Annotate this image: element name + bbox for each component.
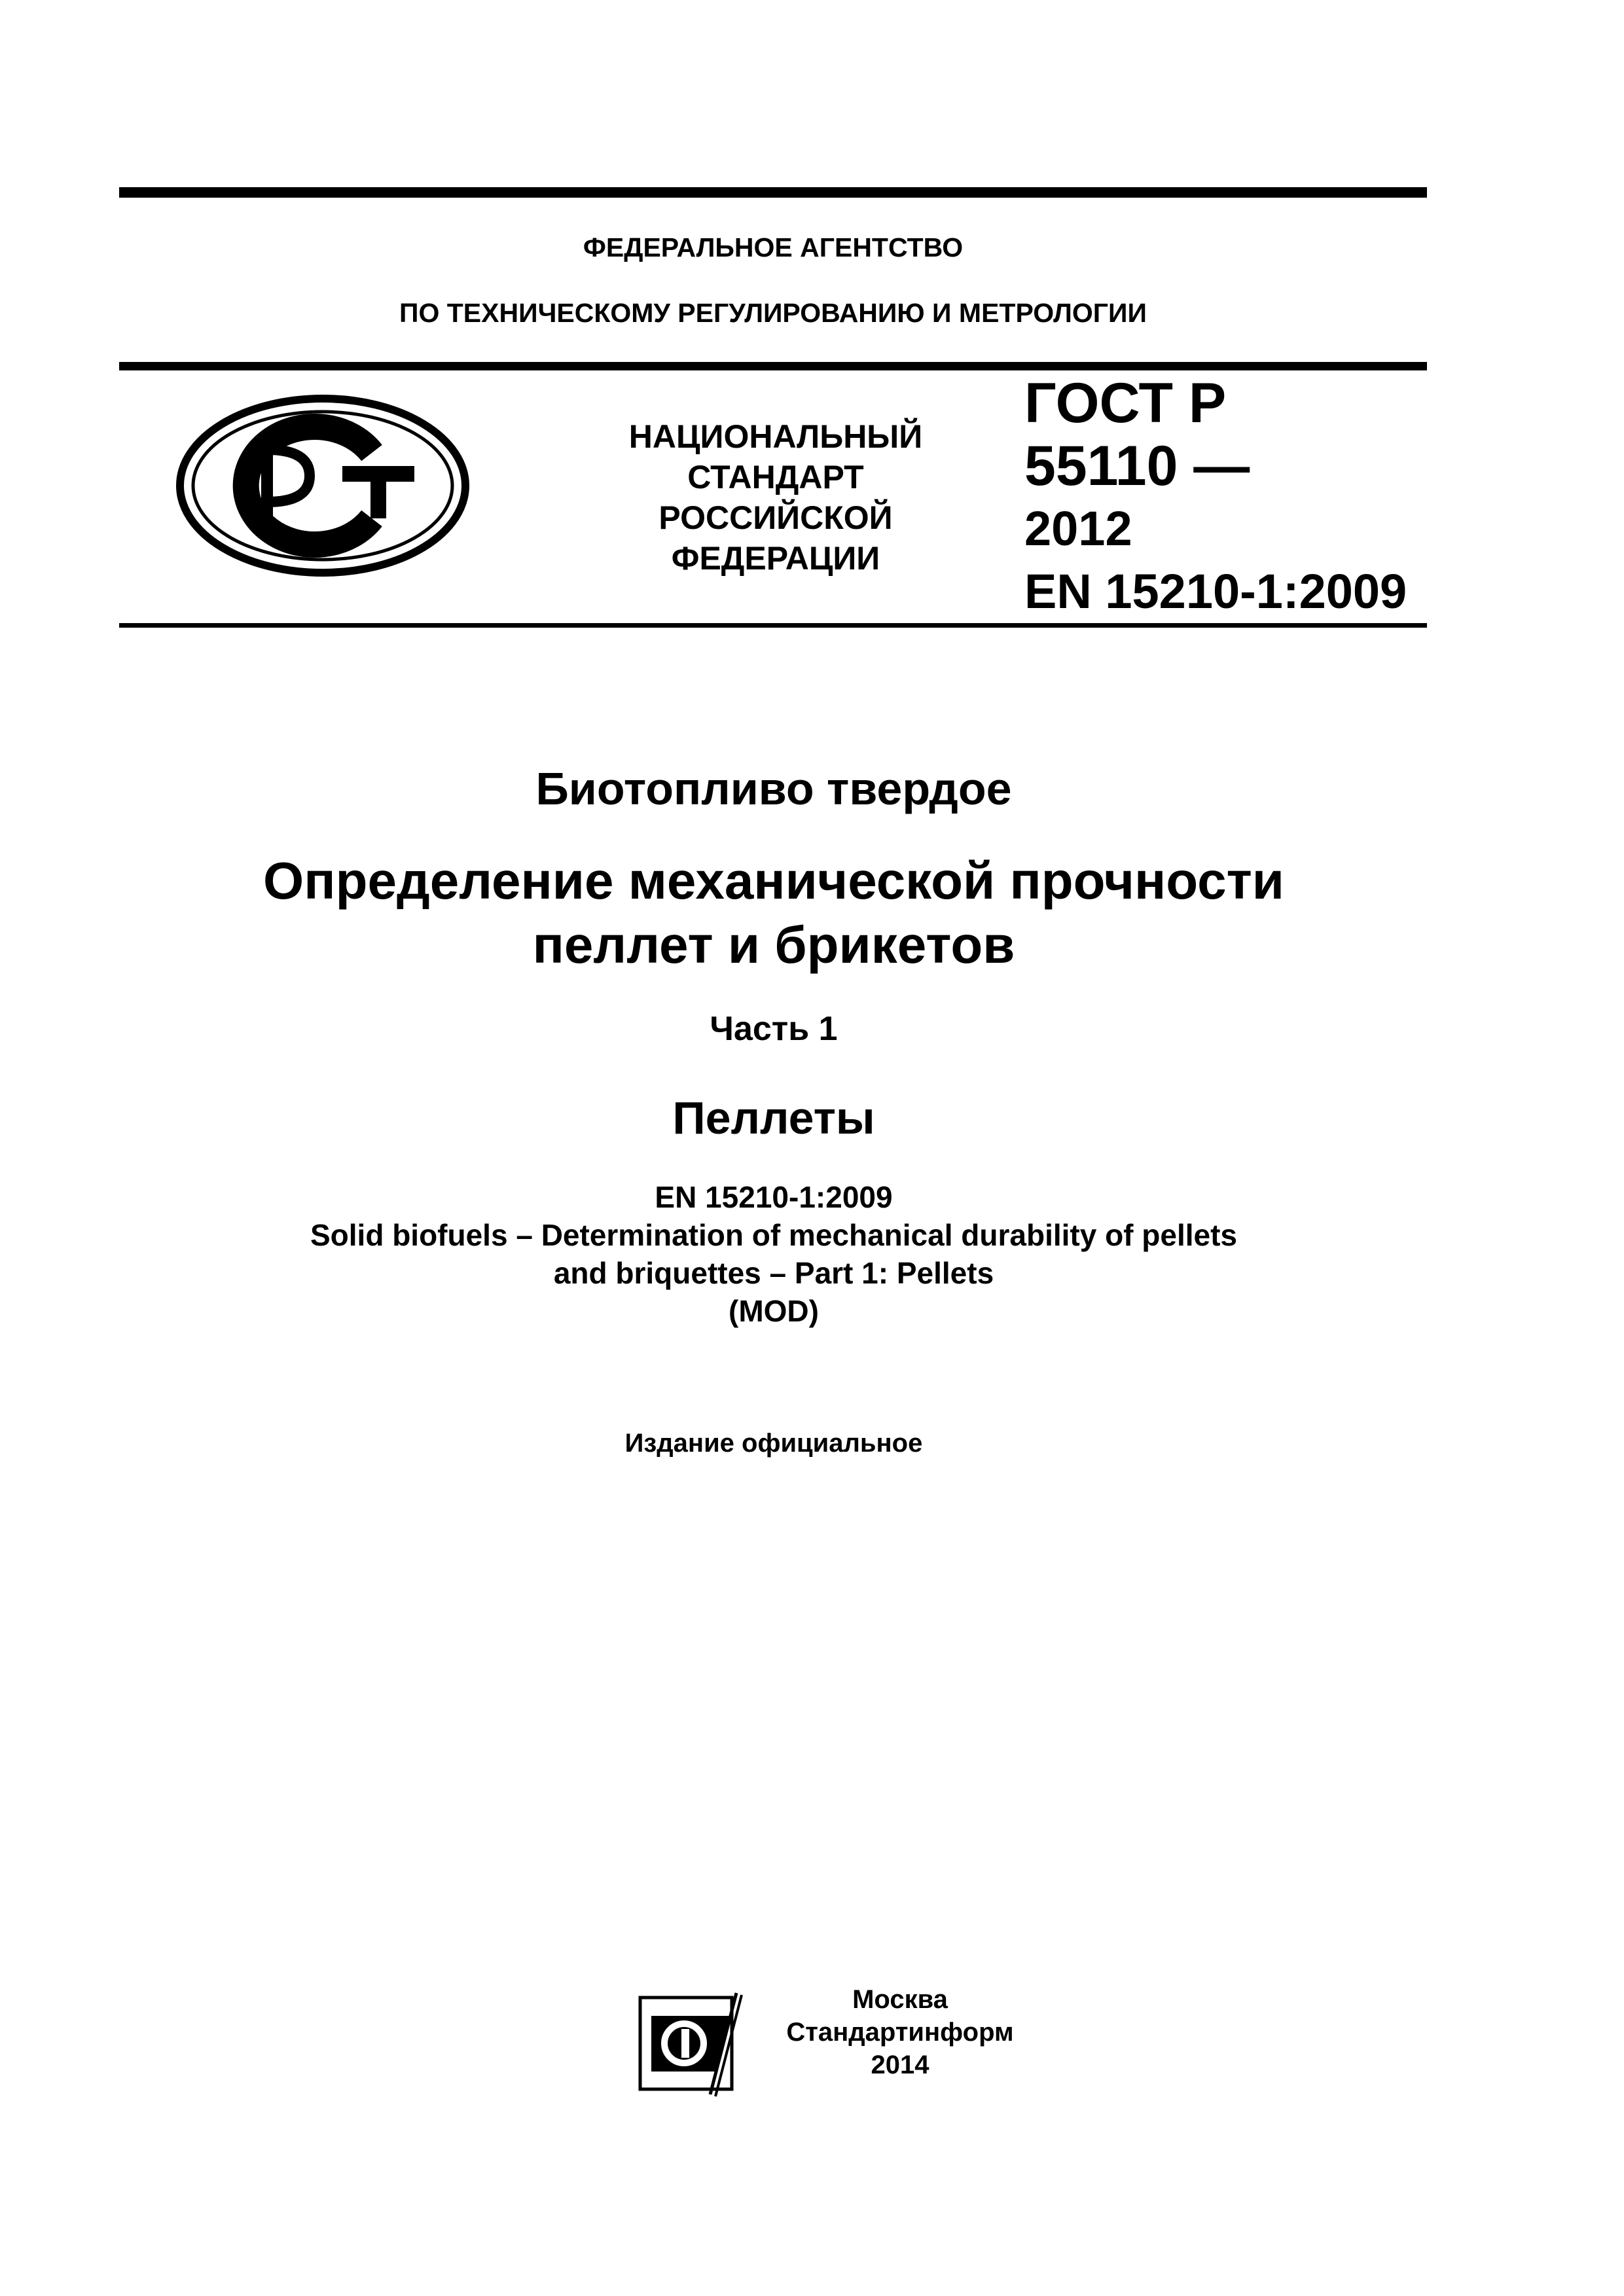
english-title-line-1: Solid biofuels – Determination of mechanical durability of pellets [310, 1218, 1238, 1252]
header-rule [119, 362, 1427, 370]
designation-line: EN 15210-1:2009 [1024, 564, 1407, 619]
designation-line: ГОСТ Р [1024, 372, 1227, 435]
national-standard-line: ФЕДЕРАЦИИ [671, 540, 880, 577]
national-standard-line: РОССИЙСКОЙ [659, 499, 893, 536]
edition-label: Издание официальное [624, 1429, 923, 1458]
standard-designation [1024, 372, 1407, 623]
national-standard-line: НАЦИОНАЛЬНЫЙ [628, 418, 923, 455]
english-mod: (MOD) [729, 1294, 819, 1328]
subtitle: Пеллеты [672, 1092, 875, 1143]
title-line-2a: Определение механической прочности [263, 852, 1284, 910]
publisher-name: Стандартинформ [786, 2018, 1014, 2047]
english-code: EN 15210-1:2009 [655, 1180, 893, 1214]
title-line-2b: пеллет и брикетов [532, 916, 1015, 974]
designation-line: 55110 — [1024, 435, 1250, 497]
part-label: Часть 1 [710, 1010, 838, 1048]
top-rule [119, 187, 1427, 198]
agency-line-1: ФЕДЕРАЛЬНОЕ АГЕНТСТВО [583, 232, 964, 262]
agency-line-2: ПО ТЕХНИЧЕСКОМУ РЕГУЛИРОВАНИЮ И МЕТРОЛОГИИ [399, 298, 1147, 328]
national-standard-label [576, 416, 975, 579]
title-line-1: Биотопливо твердое [535, 763, 1012, 814]
standartinform-logo-icon [638, 1990, 746, 2101]
national-standard-line: СТАНДАРТ [687, 459, 864, 495]
english-title-line-2: and briquettes – Part 1: Pellets [553, 1256, 994, 1290]
designation-line: 2012 [1024, 501, 1132, 556]
publisher-year: 2014 [871, 2051, 929, 2079]
rst-emblem-icon [175, 394, 470, 581]
header-bottom-rule [119, 623, 1427, 628]
publisher-city: Москва [852, 1985, 948, 2014]
english-reference [119, 1178, 1428, 1330]
publisher-info [766, 1983, 1034, 2081]
